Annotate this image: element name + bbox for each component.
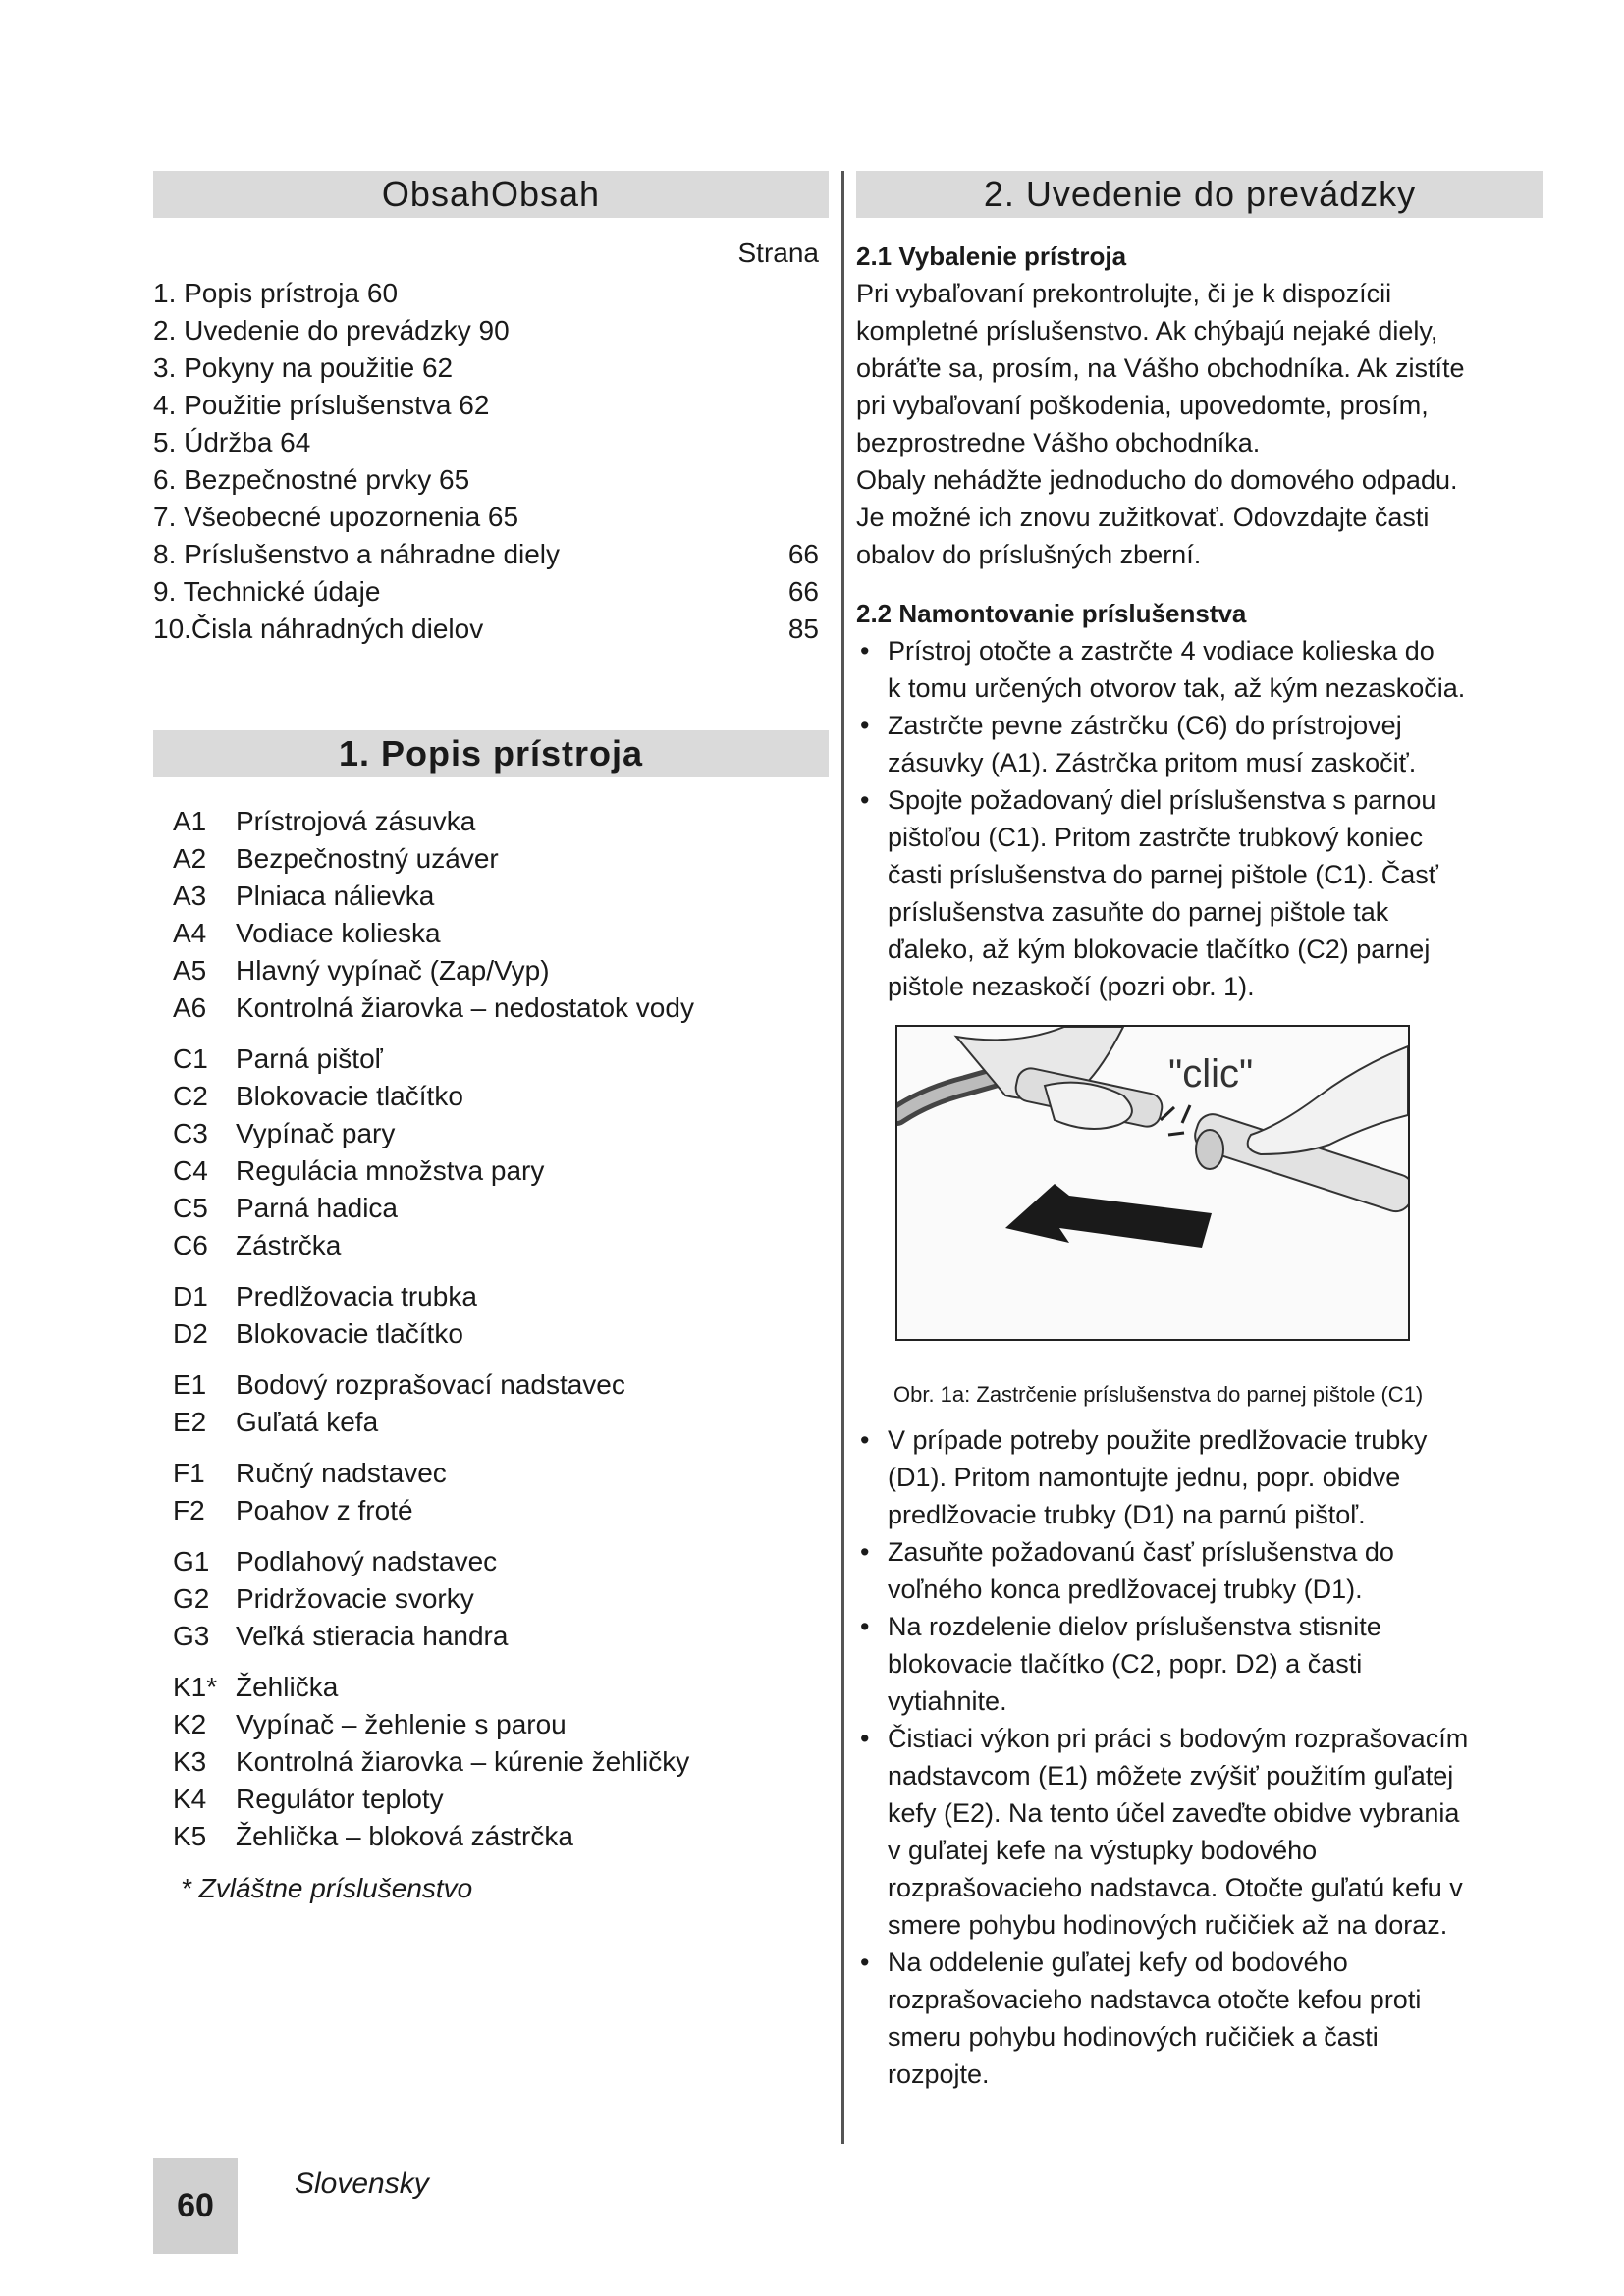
part-name: Prístrojová zásuvka bbox=[236, 806, 476, 836]
paragraph-line: obráťte sa, prosím, na Vášho obchodníka. Ak zistíte bbox=[856, 353, 1465, 383]
toc-entry bbox=[153, 573, 829, 611]
part-name: Vodiace kolieska bbox=[236, 918, 441, 948]
toc-entry bbox=[153, 611, 829, 648]
bullet-dot: • bbox=[860, 1724, 870, 1753]
bullet-item bbox=[856, 1608, 1543, 1720]
bullet-item bbox=[856, 632, 1543, 707]
bullet-line: ďaleko, až kým blokovacie tlačítko (C2) parnej bbox=[888, 934, 1431, 964]
mounting-steps-b bbox=[856, 1421, 1543, 2093]
figure-clic-illustration bbox=[895, 1025, 1410, 1341]
bullet-item bbox=[856, 1720, 1543, 1944]
bullet-line: Spojte požadovaný diel príslušenstva s parnou bbox=[888, 785, 1436, 815]
hands-connecting-pipe-illustration bbox=[897, 1027, 1408, 1339]
toc-entry bbox=[153, 424, 829, 461]
part-item bbox=[173, 1455, 829, 1492]
toc-entry-page bbox=[819, 424, 829, 461]
bullet-line: pištole nezaskočí (pozri obr. 1). bbox=[888, 972, 1255, 1001]
part-code: A5 bbox=[173, 955, 207, 986]
part-item bbox=[173, 1743, 829, 1781]
toc-entry-page bbox=[819, 387, 829, 424]
part-code: E1 bbox=[173, 1369, 207, 1400]
bullet-dot: • bbox=[860, 1537, 870, 1567]
bullet-item bbox=[856, 1421, 1543, 1533]
bullet-line: nadstavcom (E1) môžete zvýšiť použitím guľatej bbox=[888, 1761, 1454, 1790]
toc-entry-label: 1. Popis prístroja 60 bbox=[153, 278, 399, 308]
footer-language: Slovensky bbox=[295, 2167, 429, 2200]
toc-entry-page bbox=[819, 349, 829, 387]
bullet-line: Prístroj otočte a zastrčte 4 vodiace kolieska do bbox=[888, 636, 1435, 666]
part-item bbox=[173, 1543, 829, 1580]
part-name: Podlahový nadstavec bbox=[236, 1546, 498, 1576]
paragraph-line: Obaly nehádžte jednoducho do domového odpadu. bbox=[856, 465, 1458, 495]
part-name: Vypínač pary bbox=[236, 1118, 396, 1148]
part-name: Žehlička bbox=[236, 1672, 339, 1702]
paragraph-line: pri vybaľovaní poškodenia, upovedomte, prosím, bbox=[856, 391, 1429, 420]
toc-entry-page bbox=[819, 461, 829, 499]
paragraph-line: Je možné ich znovu zužitkovať. Odovzdajte časti bbox=[856, 503, 1430, 532]
toc-entry bbox=[153, 275, 829, 312]
part-item bbox=[173, 1315, 829, 1353]
right-column bbox=[856, 171, 1543, 2093]
bullet-item bbox=[856, 707, 1543, 781]
part-code: D1 bbox=[173, 1281, 208, 1311]
toc-page-header: Strana bbox=[737, 238, 819, 268]
part-code: C5 bbox=[173, 1193, 208, 1223]
toc-entry bbox=[153, 499, 829, 536]
part-item bbox=[173, 1818, 829, 1855]
part-name: Plniaca nálievka bbox=[236, 881, 435, 911]
part-code: C4 bbox=[173, 1155, 208, 1186]
part-code: K5 bbox=[173, 1821, 207, 1851]
toc-entry-label: 6. Bezpečnostné prvky 65 bbox=[153, 464, 470, 495]
toc-entry-label: 4. Použitie príslušenstva 62 bbox=[153, 390, 490, 420]
bullet-line: smeru pohybu hodinových ručičiek a časti bbox=[888, 2022, 1379, 2052]
toc-entry-label: 10.Čisla náhradných dielov bbox=[153, 614, 484, 644]
toc-title: ObsahObsah bbox=[153, 171, 829, 218]
part-code: A1 bbox=[173, 806, 207, 836]
part-code: A4 bbox=[173, 918, 207, 948]
unpacking-paragraph bbox=[856, 275, 1543, 573]
bullet-line: kefy (E2). Na tento účel zaveďte obidve vybrania bbox=[888, 1798, 1460, 1828]
bullet-line: blokovacie tlačítko (C2, popr. D2) a časti bbox=[888, 1649, 1363, 1679]
part-code: K3 bbox=[173, 1746, 207, 1777]
part-name: Blokovacie tlačítko bbox=[236, 1081, 463, 1111]
bullet-line: (D1). Pritom namontujte jednu, popr. obidve bbox=[888, 1463, 1401, 1492]
part-code: A6 bbox=[173, 992, 207, 1023]
toc-entry-page bbox=[819, 312, 829, 349]
part-item bbox=[173, 1227, 829, 1264]
part-code: G3 bbox=[173, 1621, 210, 1651]
bullet-line: časti príslušenstva do parnej pištole (C1). Časť bbox=[888, 860, 1438, 889]
toc-entry-label: 3. Pokyny na použitie 62 bbox=[153, 352, 454, 383]
parts-group bbox=[173, 1455, 829, 1529]
part-item bbox=[173, 1580, 829, 1618]
toc-entry-page: 85 bbox=[787, 614, 819, 644]
part-item bbox=[173, 1366, 829, 1404]
part-item bbox=[173, 1492, 829, 1529]
bullet-dot: • bbox=[860, 1425, 870, 1455]
figure-caption: Obr. 1a: Zastrčenie príslušenstva do parnej pištole (C1) bbox=[893, 1382, 1424, 1407]
part-code: K2 bbox=[173, 1709, 207, 1739]
part-code: C6 bbox=[173, 1230, 208, 1260]
part-name: Vypínač – žehlenie s parou bbox=[236, 1709, 567, 1739]
bullet-line: príslušenstva zasuňte do parnej pištole tak bbox=[888, 897, 1389, 927]
toc-entry bbox=[153, 461, 829, 499]
part-item bbox=[173, 1152, 829, 1190]
part-code: K4 bbox=[173, 1784, 207, 1814]
part-item bbox=[173, 989, 829, 1027]
bullet-line: rozprašovacieho nadstavca otočte kefou proti bbox=[888, 1985, 1422, 2014]
part-name: Kontrolná žiarovka – kúrenie žehličky bbox=[236, 1746, 690, 1777]
part-code: E2 bbox=[173, 1407, 207, 1437]
toc-list bbox=[153, 275, 829, 648]
parts-group bbox=[173, 1278, 829, 1353]
toc-entry-page bbox=[819, 499, 829, 536]
bullet-line: predlžovacie trubky (D1) na parnú pištoľ. bbox=[888, 1500, 1366, 1529]
parts-group bbox=[173, 1041, 829, 1264]
bullet-line: Zasuňte požadovanú časť príslušenstva do bbox=[888, 1537, 1394, 1567]
part-name: Veľká stieracia handra bbox=[236, 1621, 509, 1651]
part-code: A2 bbox=[173, 843, 207, 874]
toc-entry-label: 5. Údržba 64 bbox=[153, 427, 311, 457]
toc-entry-page: 66 bbox=[787, 539, 819, 569]
toc-entry-label: 2. Uvedenie do prevádzky 90 bbox=[153, 315, 510, 346]
part-item bbox=[173, 915, 829, 952]
bullet-line: v guľatej kefe na výstupky bodového bbox=[888, 1836, 1318, 1865]
bullet-line: Čistiaci výkon pri práci s bodovým rozprašovacím bbox=[888, 1724, 1469, 1753]
part-name: Bezpečnostný uzáver bbox=[236, 843, 499, 874]
toc-entry bbox=[153, 387, 829, 424]
toc-entry-page bbox=[819, 275, 829, 312]
toc-entry-label: 9. Technické údaje bbox=[153, 576, 381, 607]
bullet-line: rozpojte. bbox=[888, 2059, 990, 2089]
paragraph-line: kompletné príslušenstvo. Ak chýbajú nejaké diely, bbox=[856, 316, 1438, 346]
page-number: 60 bbox=[153, 2158, 238, 2254]
part-name: Kontrolná žiarovka – nedostatok vody bbox=[236, 992, 694, 1023]
part-item bbox=[173, 1706, 829, 1743]
part-name: Hlavný vypínač (Zap/Vyp) bbox=[236, 955, 550, 986]
part-code: F2 bbox=[173, 1495, 205, 1525]
part-item bbox=[173, 1078, 829, 1115]
part-code: G1 bbox=[173, 1546, 210, 1576]
subsection-2-1-title: 2.1 Vybalenie prístroja bbox=[856, 241, 1127, 271]
part-item bbox=[173, 840, 829, 878]
part-code: C3 bbox=[173, 1118, 208, 1148]
section2-title: 2. Uvedenie do prevádzky bbox=[856, 171, 1543, 218]
bullet-line: pištoľou (C1). Pritom zastrčte trubkový koniec bbox=[888, 823, 1424, 852]
mounting-steps-a bbox=[856, 632, 1543, 1005]
bullet-line: rozprašovacieho nadstavca. Otočte guľatú kefu v bbox=[888, 1873, 1463, 1902]
part-name: Regulácia množstva pary bbox=[236, 1155, 545, 1186]
paragraph-line: bezprostredne Vášho obchodníka. bbox=[856, 428, 1261, 457]
toc-entry-label: 7. Všeobecné upozornenia 65 bbox=[153, 502, 519, 532]
bullet-line: smere pohybu hodinových ručičiek až na doraz. bbox=[888, 1910, 1448, 1940]
part-item bbox=[173, 1404, 829, 1441]
part-name: Parná hadica bbox=[236, 1193, 399, 1223]
part-name: Pridržovacie svorky bbox=[236, 1583, 474, 1614]
part-item bbox=[173, 1669, 829, 1706]
part-code: G2 bbox=[173, 1583, 210, 1614]
part-name: Blokovacie tlačítko bbox=[236, 1318, 463, 1349]
section1-title: 1. Popis prístroja bbox=[153, 730, 829, 777]
toc-entry bbox=[153, 349, 829, 387]
part-name: Bodový rozprašovací nadstavec bbox=[236, 1369, 625, 1400]
part-code: K1* bbox=[173, 1672, 218, 1702]
bullet-dot: • bbox=[860, 1948, 870, 1977]
bullet-line: Zastrčte pevne zástrčku (C6) do prístrojovej bbox=[888, 711, 1402, 740]
part-name: Parná pištoľ bbox=[236, 1043, 383, 1074]
part-name: Poahov z froté bbox=[236, 1495, 413, 1525]
bullet-dot: • bbox=[860, 785, 870, 815]
part-item bbox=[173, 803, 829, 840]
part-item bbox=[173, 1041, 829, 1078]
part-code: A3 bbox=[173, 881, 207, 911]
toc-entry-page: 66 bbox=[787, 576, 819, 607]
bullet-line: Na rozdelenie dielov príslušenstva stisnite bbox=[888, 1612, 1381, 1641]
parts-group bbox=[173, 1543, 829, 1655]
bullet-line: vytiahnite. bbox=[888, 1686, 1007, 1716]
part-code: C1 bbox=[173, 1043, 208, 1074]
bullet-dot: • bbox=[860, 711, 870, 740]
part-name: Ručný nadstavec bbox=[236, 1458, 447, 1488]
left-column bbox=[153, 171, 829, 1904]
bullet-line: voľného konca predlžovacej trubky (D1). bbox=[888, 1575, 1363, 1604]
bullet-item bbox=[856, 781, 1543, 1005]
bullet-item bbox=[856, 1533, 1543, 1608]
bullet-dot: • bbox=[860, 1612, 870, 1641]
bullet-line: Na oddelenie guľatej kefy od bodového bbox=[888, 1948, 1348, 1977]
toc-entry-label: 8. Príslušenstvo a náhradne diely bbox=[153, 539, 561, 569]
subsection-2-2-title: 2.2 Namontovanie príslušenstva bbox=[856, 599, 1247, 628]
part-item bbox=[173, 1781, 829, 1818]
bullet-line: k tomu určených otvorov tak, až kým nezaskočia. bbox=[888, 673, 1466, 703]
part-code: C2 bbox=[173, 1081, 208, 1111]
bullet-item bbox=[856, 1944, 1543, 2093]
bullet-line: zásuvky (A1). Zástrčka pritom musí zaskočiť. bbox=[888, 748, 1417, 777]
part-item bbox=[173, 1278, 829, 1315]
part-name: Zástrčka bbox=[236, 1230, 342, 1260]
paragraph-line: obalov do príslušných zberní. bbox=[856, 540, 1202, 569]
part-item bbox=[173, 1618, 829, 1655]
part-item bbox=[173, 878, 829, 915]
toc-entry bbox=[153, 536, 829, 573]
clic-label: "clic" bbox=[1168, 1052, 1254, 1095]
toc-entry bbox=[153, 312, 829, 349]
part-item bbox=[173, 1115, 829, 1152]
part-name: Predlžovacia trubka bbox=[236, 1281, 477, 1311]
parts-list bbox=[153, 803, 829, 1855]
part-code: F1 bbox=[173, 1458, 205, 1488]
part-item bbox=[173, 1190, 829, 1227]
part-name: Žehlička – bloková zástrčka bbox=[236, 1821, 573, 1851]
bullet-dot: • bbox=[860, 636, 870, 666]
part-code: D2 bbox=[173, 1318, 208, 1349]
parts-group bbox=[173, 1366, 829, 1441]
parts-group bbox=[173, 803, 829, 1027]
part-item bbox=[173, 952, 829, 989]
part-name: Guľatá kefa bbox=[236, 1407, 379, 1437]
special-accessory-note: * Zvláštne príslušenstvo bbox=[181, 1873, 473, 1903]
bullet-line: V prípade potreby použite predlžovacie trubky bbox=[888, 1425, 1428, 1455]
column-divider bbox=[841, 171, 844, 2144]
paragraph-line: Pri vybaľovaní prekontrolujte, či je k dispozícii bbox=[856, 279, 1392, 308]
part-name: Regulátor teploty bbox=[236, 1784, 444, 1814]
parts-group bbox=[173, 1669, 829, 1855]
